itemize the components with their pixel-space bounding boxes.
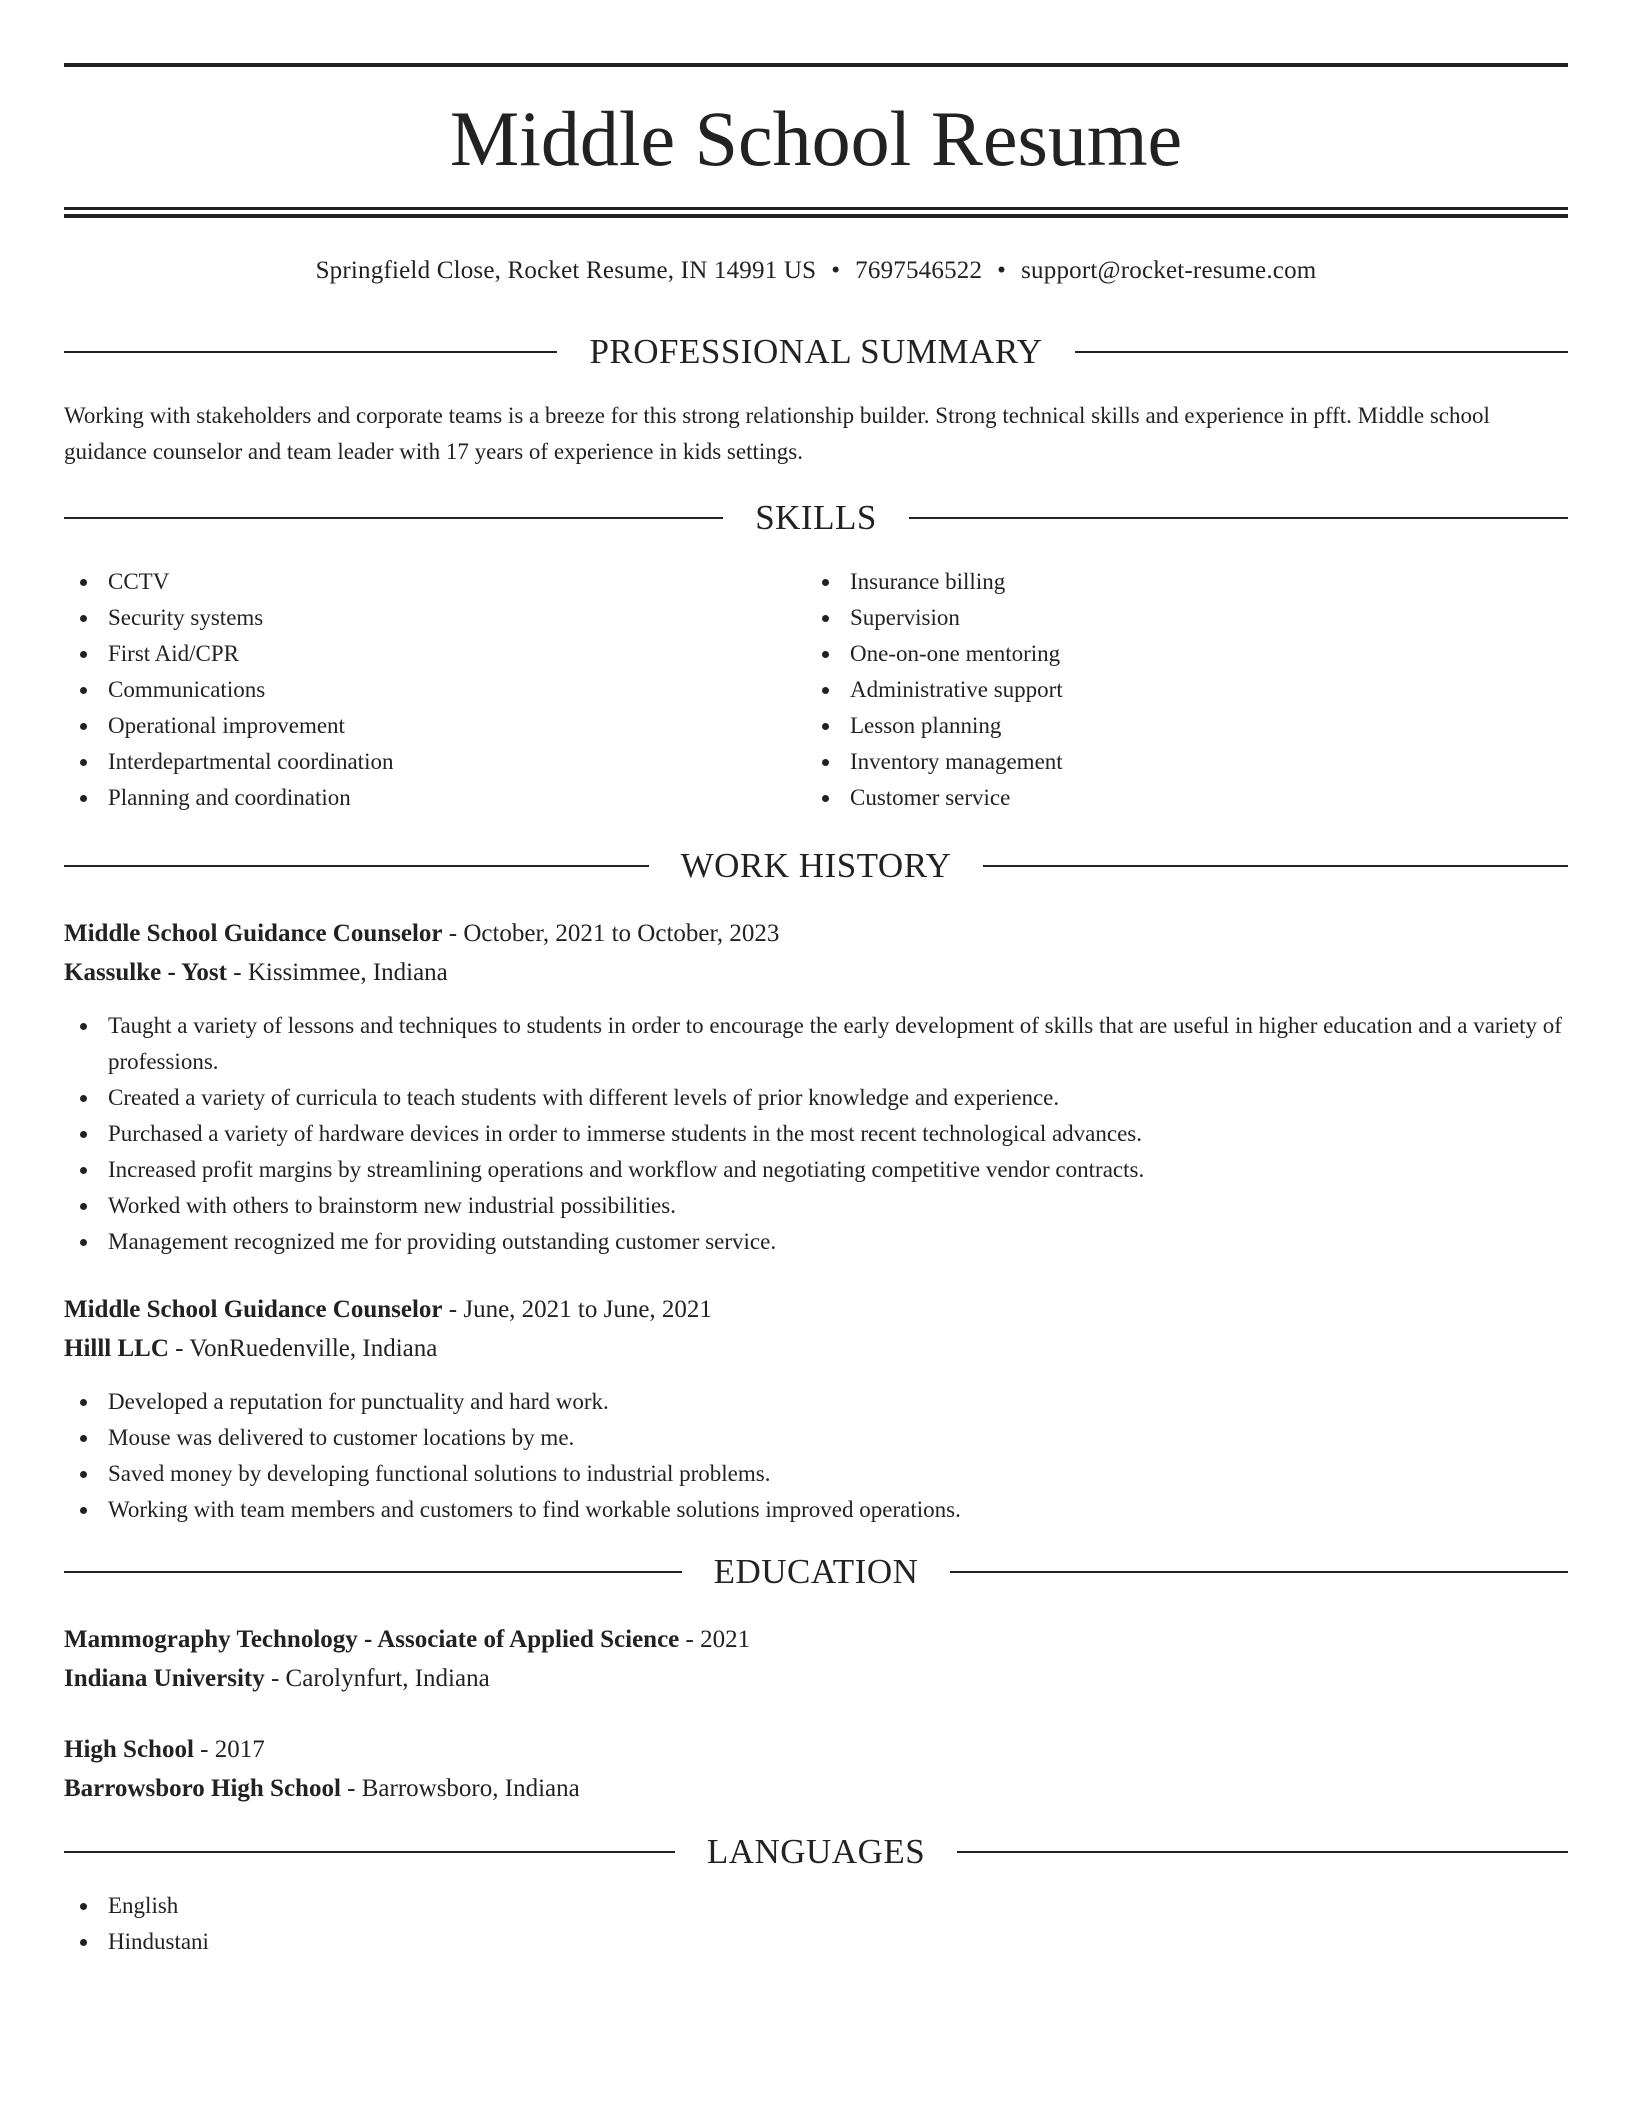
- education-year: - 2017: [193, 1736, 265, 1763]
- education-degree-line: [64, 1622, 1568, 1658]
- section-heading-work-history: [64, 844, 1568, 888]
- job-bullet-list: [64, 1384, 1568, 1528]
- contact-separator: •: [831, 257, 841, 284]
- section-heading-label: PROFESSIONAL SUMMARY: [589, 332, 1043, 371]
- skill-item: Customer service: [806, 780, 1506, 816]
- skill-item: Administrative support: [806, 672, 1506, 708]
- skills-column-right: [806, 564, 1506, 816]
- heading-rule-left: [64, 1571, 682, 1573]
- section-heading-label: SKILLS: [755, 498, 877, 537]
- job-bullet: Worked with others to brainstorm new industrial possibilities.: [64, 1188, 1568, 1224]
- job-bullets: [64, 1384, 1568, 1528]
- education-degree-line: [64, 1732, 1568, 1768]
- education-school: Barrowsboro High School: [64, 1775, 341, 1802]
- job-dates: - October, 2021 to October, 2023: [442, 920, 780, 947]
- job-bullet: Taught a variety of lessons and techniques to students in order to encourage the early development of skills that are useful in higher education and a variety of professions.: [64, 1008, 1568, 1080]
- education-location: - Carolynfurt, Indiana: [264, 1665, 490, 1692]
- section-heading-label: EDUCATION: [713, 1552, 919, 1591]
- job-company-line: [64, 955, 1568, 991]
- skill-item: Lesson planning: [806, 708, 1506, 744]
- education-school-line: [64, 1771, 1568, 1807]
- job-title: Middle School Guidance Counselor: [64, 920, 443, 947]
- education-location: - Barrowsboro, Indiana: [340, 1775, 580, 1802]
- education-degree: High School: [64, 1736, 194, 1763]
- job-bullet: Management recognized me for providing outstanding customer service.: [64, 1224, 1568, 1260]
- job-bullet: Saved money by developing functional solutions to industrial problems.: [64, 1456, 1568, 1492]
- job-bullet: Mouse was delivered to customer locations by me.: [64, 1420, 1568, 1456]
- skill-item: Insurance billing: [806, 564, 1506, 600]
- job-location: - VonRuedenville, Indiana: [168, 1335, 438, 1362]
- education-school-line: [64, 1661, 1568, 1697]
- languages-list: [64, 1888, 1568, 1960]
- heading-rule-right: [1075, 351, 1568, 353]
- job-title: Middle School Guidance Counselor: [64, 1296, 443, 1323]
- heading-rule-left: [64, 1851, 675, 1853]
- heading-rule-right: [983, 865, 1568, 867]
- skills-list-left: [64, 564, 764, 816]
- job-company-line: [64, 1331, 1568, 1367]
- contact-line: [64, 254, 1568, 288]
- heading-rule-left: [64, 517, 723, 519]
- job-location: - Kissimmee, Indiana: [227, 959, 448, 986]
- language-item: English: [64, 1888, 1568, 1924]
- skill-item: First Aid/CPR: [64, 636, 764, 672]
- job-bullet: Increased profit margins by streamlining operations and workflow and negotiating competitive vendor contracts.: [64, 1152, 1568, 1188]
- skill-item: CCTV: [64, 564, 764, 600]
- heading-rule-right: [950, 1571, 1568, 1573]
- summary-text: Working with stakeholders and corporate teams is a breeze for this strong relationship builder. Strong technical skills and experience in pfft. Middle school guidance counselor and team leader with 17 years of experience in kids settings.: [64, 403, 1490, 464]
- education-school: Indiana University: [64, 1665, 265, 1692]
- job-company: Hilll LLC: [64, 1335, 169, 1362]
- contact-email: support@rocket-resume.com: [1021, 257, 1317, 284]
- resume-title: Middle School Resume: [449, 95, 1183, 182]
- section-heading-label: WORK HISTORY: [680, 846, 952, 885]
- heading-rule-left: [64, 865, 649, 867]
- job-bullet: Working with team members and customers to find workable solutions improved operations.: [64, 1492, 1568, 1528]
- skill-item: Supervision: [806, 600, 1506, 636]
- heading-rule-right: [957, 1851, 1568, 1853]
- job-bullet-list: [64, 1008, 1568, 1260]
- education-year: - 2021: [679, 1626, 751, 1653]
- skill-item: One-on-one mentoring: [806, 636, 1506, 672]
- heading-rule-left: [64, 351, 557, 353]
- contact-separator: •: [997, 257, 1007, 284]
- section-heading-summary: [64, 330, 1568, 374]
- title-rule-lower: [64, 214, 1568, 218]
- skill-item: Planning and coordination: [64, 780, 764, 816]
- title-rule-upper: [64, 207, 1568, 210]
- job-bullets: [64, 1008, 1568, 1260]
- skill-item: Interdepartmental coordination: [64, 744, 764, 780]
- skills-list-right: [806, 564, 1506, 816]
- skill-item: Communications: [64, 672, 764, 708]
- skill-item: Security systems: [64, 600, 764, 636]
- skill-item: Inventory management: [806, 744, 1506, 780]
- section-heading-skills: [64, 496, 1568, 540]
- section-heading-education: [64, 1550, 1568, 1594]
- job-title-line: [64, 1292, 1568, 1328]
- language-item: Hindustani: [64, 1924, 1568, 1960]
- section-heading-label: LANGUAGES: [706, 1832, 926, 1871]
- languages-list-wrap: [64, 1888, 1568, 1960]
- skills-column-left: [64, 564, 764, 816]
- skill-item: Operational improvement: [64, 708, 764, 744]
- contact-address: Springfield Close, Rocket Resume, IN 14991 US: [315, 257, 817, 284]
- job-bullet: Created a variety of curricula to teach students with different levels of prior knowledge and experience.: [64, 1080, 1568, 1116]
- heading-rule-right: [909, 517, 1568, 519]
- contact-phone: 7697546522: [855, 257, 983, 284]
- job-company: Kassulke - Yost: [64, 959, 227, 986]
- section-heading-languages: [64, 1830, 1568, 1874]
- job-title-line: [64, 916, 1568, 952]
- job-bullet: Purchased a variety of hardware devices in order to immerse students in the most recent technological advances.: [64, 1116, 1568, 1152]
- education-degree: Mammography Technology - Associate of Applied Science: [64, 1626, 680, 1653]
- job-dates: - June, 2021 to June, 2021: [442, 1296, 712, 1323]
- job-bullet: Developed a reputation for punctuality and hard work.: [64, 1384, 1568, 1420]
- top-rule: [64, 63, 1568, 67]
